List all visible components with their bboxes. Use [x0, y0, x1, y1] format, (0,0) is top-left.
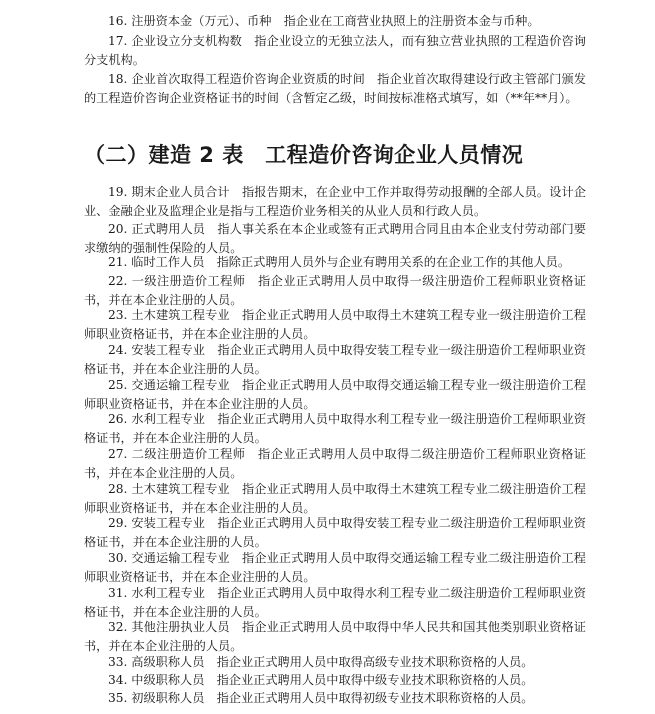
definition-item-35: 35. 初级职称人员 指企业正式聘用人员中取得初级专业技术职称资格的人员。	[108, 691, 534, 705]
definition-item-20: 20. 正式聘用人员 指人事关系在本企业或签有正式聘用合同且由本企业支付劳动部门要求缴纳的强制性保险的人员。	[84, 222, 586, 256]
definition-item-33: 33. 高级职称人员 指企业正式聘用人员中取得高级专业技术职称资格的人员。	[108, 655, 534, 669]
definition-item-18: 18. 企业首次取得工程造价咨询企业资质的时间 指企业首次取得建设行政主管部门颁发的工程造价咨询企业资格证书的时间（含暂定乙级，时间按标准格式填写，如（**年**月）。	[84, 72, 586, 106]
definition-item-25: 25. 交通运输工程专业 指企业正式聘用人员中取得交通运输工程专业一级注册造价工程师职业资格证书，并在本企业注册的人员。	[84, 378, 586, 412]
definition-item-23: 23. 土木建筑工程专业 指企业正式聘用人员中取得土木建筑工程专业一级注册造价工程师职业资格证书，并在本企业注册的人员。	[84, 308, 586, 342]
definition-item-22: 22. 一级注册造价工程师 指企业正式聘用人员中取得一级注册造价工程师职业资格证书，并在本企业注册的人员。	[84, 274, 586, 308]
definition-item-16: 16. 注册资本金（万元）、币种 指企业在工商营业执照上的注册资本金与币种。	[108, 14, 540, 28]
definition-item-26: 26. 水利工程专业 指企业正式聘用人员中取得水利工程专业一级注册造价工程师职业资格证书，并在本企业注册的人员。	[84, 412, 586, 446]
definition-item-24: 24. 安装工程专业 指企业正式聘用人员中取得安装工程专业一级注册造价工程师职业资格证书，并在本企业注册的人员。	[84, 343, 586, 377]
definition-item-29: 29. 安装工程专业 指企业正式聘用人员中取得安装工程专业二级注册造价工程师职业资格证书，并在本企业注册的人员。	[84, 516, 586, 550]
definition-item-28: 28. 土木建筑工程专业 指企业正式聘用人员中取得土木建筑工程专业二级注册造价工程师职业资格证书，并在本企业注册的人员。	[84, 482, 586, 516]
definition-item-32: 32. 其他注册执业人员 指企业正式聘用人员中取得中华人民共和国其他类别职业资格证书，并在本企业注册的人员。	[84, 620, 586, 654]
definition-item-27: 27. 二级注册造价工程师 指企业正式聘用人员中取得二级注册造价工程师职业资格证书，并在本企业注册的人员。	[84, 447, 586, 481]
definition-item-31: 31. 水利工程专业 指企业正式聘用人员中取得水利工程专业二级注册造价工程师职业资格证书，并在本企业注册的人员。	[84, 586, 586, 620]
definition-item-34: 34. 中级职称人员 指企业正式聘用人员中取得中级专业技术职称资格的人员。	[108, 673, 534, 687]
definition-item-21: 21. 临时工作人员 指除正式聘用人员外与企业有聘用关系的在企业工作的其他人员。	[108, 255, 571, 269]
definition-item-17: 17. 企业设立分支机构数 指企业设立的无独立法人，而有独立营业执照的工程造价咨询分支机构。	[84, 34, 586, 68]
section-heading: （二）建造 2 表 工程造价咨询企业人员情况	[84, 143, 524, 167]
definition-item-19: 19. 期末企业人员合计 指报告期末，在企业中工作并取得劳动报酬的全部人员。设计企业、金融企业及监理企业是指与工程造价业务相关的从业人员和行政人员。	[84, 185, 586, 219]
definition-item-30: 30. 交通运输工程专业 指企业正式聘用人员中取得交通运输工程专业二级注册造价工程师职业资格证书，并在本企业注册的人员。	[84, 551, 586, 585]
